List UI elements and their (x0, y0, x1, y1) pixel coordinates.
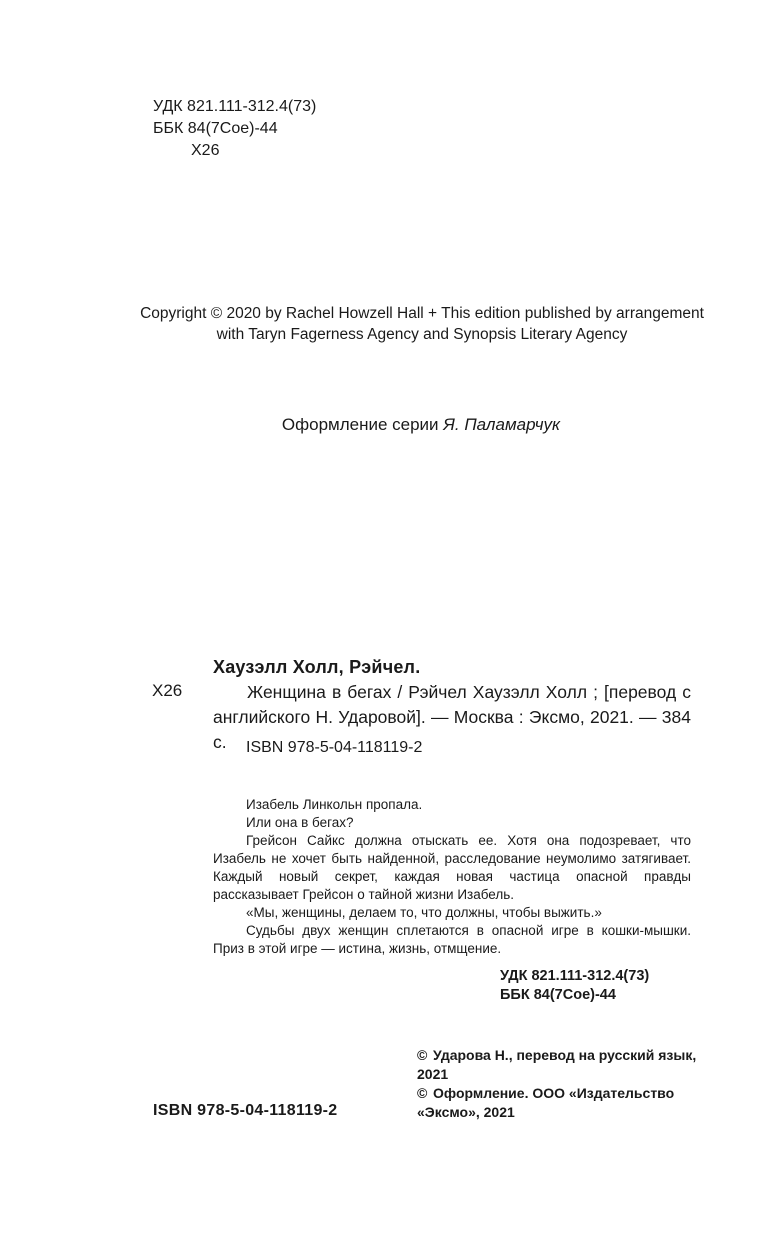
design-rights (417, 1084, 707, 1122)
bbk-code: ББК 84(7Сое)-44 (153, 120, 278, 137)
design-rights-text: Оформление. ООО «Издательство «Эксмо», 2021 (417, 1085, 675, 1120)
annotation-paragraph: Грейсон Сайкс должна отыскать ее. Хотя она подозревает, что Изабель не хочет быть найденной, расследование неумолимо затягивает. Каждый новый секрет, каждая новая частица опасной правды рассказывает Грейсон о тайной жизни Изабель. (213, 833, 691, 902)
record-author-mark: Х26 (152, 681, 183, 700)
annotation-line: Или она в бегах? (246, 815, 354, 830)
series-design-label: Оформление серии (281, 415, 439, 434)
top-classification (153, 96, 316, 162)
author-mark: Х26 (191, 142, 220, 159)
annotation-paragraph: Судьбы двух женщин сплетаются в опасной игре в кошки-мышки. Приз в этой игре — истина, жизнь, отмщение. (213, 923, 691, 956)
series-design-credit (0, 414, 768, 436)
bbk-code-bottom: ББК 84(7Сое)-44 (500, 987, 616, 1003)
series-designer: Я. Паламарчук (443, 415, 561, 434)
rights-notices (417, 1046, 707, 1122)
udk-code-bottom: УДК 821.111-312.4(73) (500, 968, 650, 984)
translation-rights-text: Ударова Н., перевод на русский язык, 2021 (417, 1047, 697, 1082)
annotation-line: Изабель Линкольн пропала. (246, 797, 423, 812)
bottom-classification (500, 967, 649, 1005)
annotation-quote: «Мы, женщины, делаем то, что должны, чтобы выжить.» (246, 905, 602, 920)
udk-code: УДК 821.111-312.4(73) (153, 98, 317, 115)
author-heading: Хаузэлл Холл, Рэйчел. (213, 657, 421, 677)
copyright-symbol: © (417, 1047, 428, 1063)
translation-rights (417, 1046, 707, 1084)
annotation (213, 796, 691, 958)
description-text: Женщина в бегах / Рэйчел Хаузэлл Холл ; [перевод с английского Н. Ударовой]. — Москва : Эксмо, 2021. — 384 с. (213, 682, 691, 752)
record-isbn: ISBN 978-5-04-118119-2 (246, 739, 423, 756)
copyright-notice: Copyright © 2020 by Rachel Howzell Hall + This edition published by arrangement with Taryn Fagerness Agency and Synopsis Literary Agency (140, 305, 704, 343)
isbn-bottom: ISBN 978-5-04-118119-2 (153, 1102, 338, 1119)
copyright-symbol: © (417, 1085, 428, 1101)
